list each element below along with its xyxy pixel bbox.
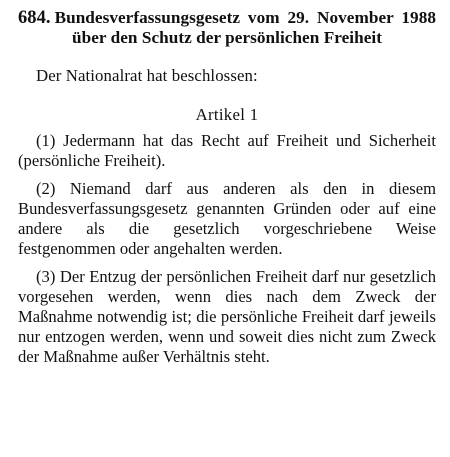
paragraph-2: (2) Niemand darf aus anderen als den in diesem Bundesverfassungsgesetz genannten Gründen oder auf eine andere als die gesetzlich vorgeschriebene Weise festgenommen oder angehalten werden. [18, 179, 436, 258]
law-number: 684. [18, 8, 51, 28]
law-title: Bundesverfassungsgesetz vom 29. November 1988 über den Schutz der persönlichen Freiheit [54, 8, 436, 47]
paragraph-1: (1) Jedermann hat das Recht auf Freiheit und Sicherheit (persönliche Freiheit). [18, 131, 436, 170]
law-title-heading [18, 8, 436, 48]
document-page [18, 8, 436, 367]
article-heading: Artikel 1 [195, 105, 259, 124]
paragraph-3: (3) Der Entzug der persönlichen Freiheit darf nur gesetzlich vorgesehen werden, wenn dies nach dem Zweck der Maßnahme notwendig ist; die persönliche Freiheit darf jeweils nur entzogen werden, wenn und soweit dies nicht zum Zweck der Maßnahme außer Verhältnis steht. [18, 267, 436, 366]
preamble-text: Der Nationalrat hat beschlossen: [36, 66, 258, 85]
